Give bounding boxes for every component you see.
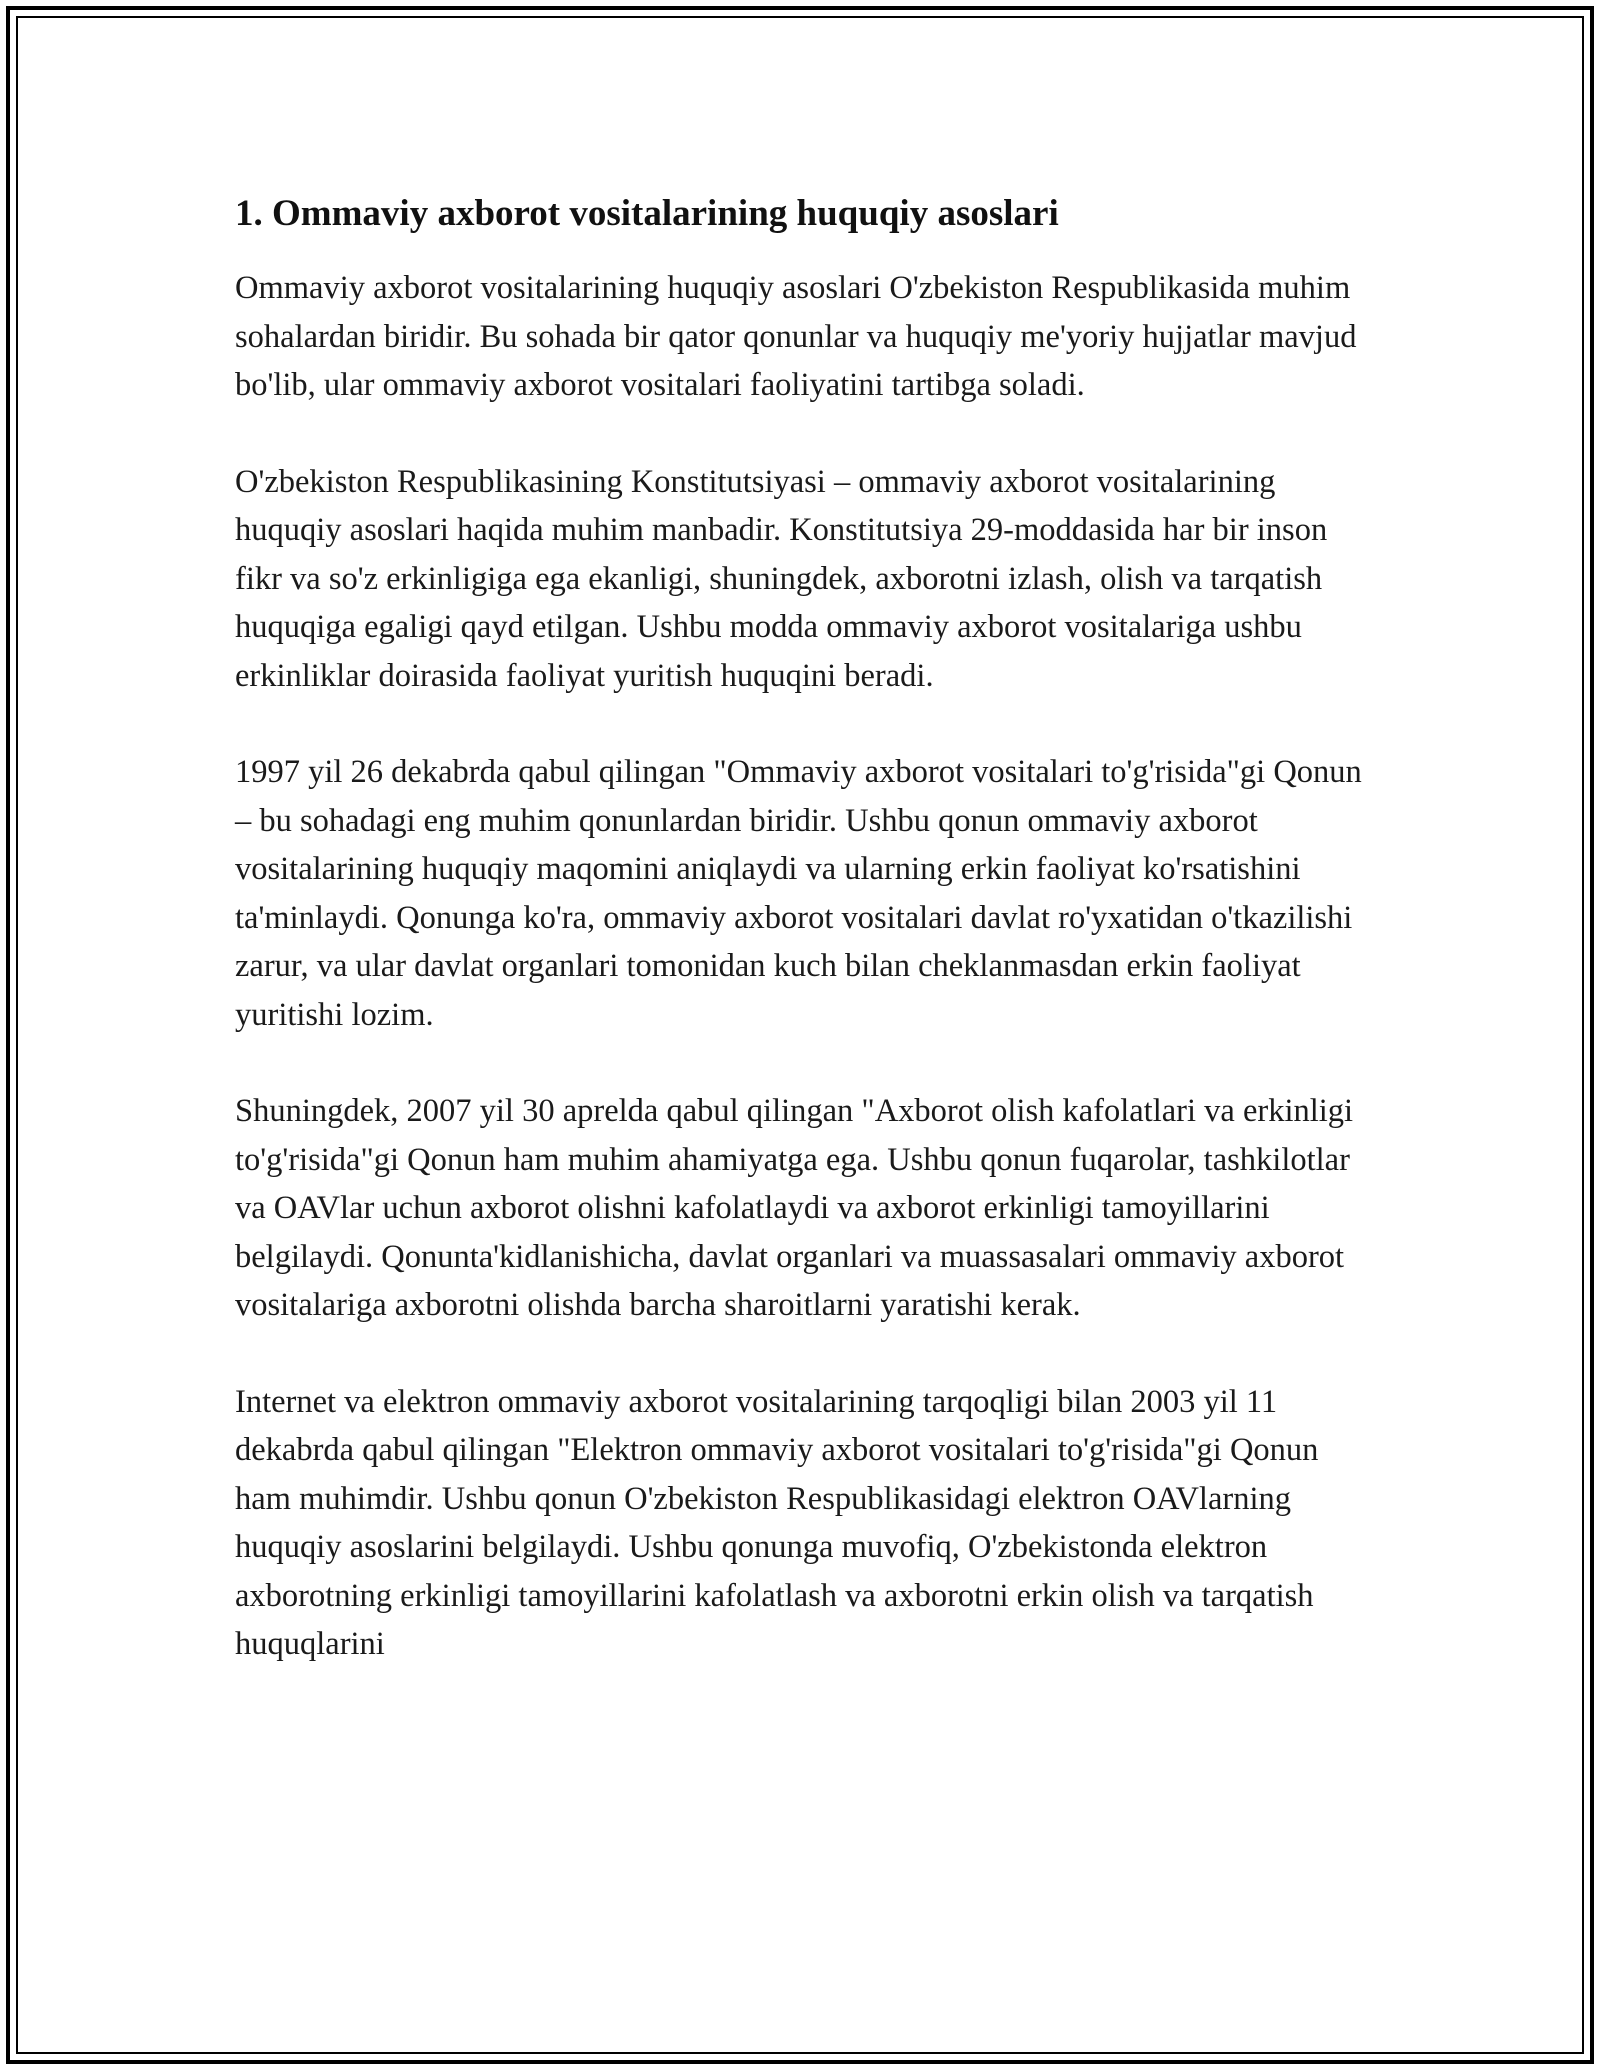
paragraph-information-law-2007: Shuningdek, 2007 yil 30 aprelda qabul qilingan "Axborot olish kafolatlari va erkinligi to'g'risida"gi Qonun ham muhim ahamiyatga ega. Ushbu qonun fuqarolar, tashkilotlar va OAVlar uchun axborot olishni kafolatlaydi va axborot erkinligi tamoyillarini belgilaydi. Qonunta'kidlanishicha, davlat organlari va muassasalari ommaviy axborot vositalariga axborotni olishda barcha sharoitlarni yaratishi kerak.	[235, 1093, 1354, 1323]
paragraph-electronic-media-law-2003: Internet va elektron ommaviy axborot vositalarining tarqoqligi bilan 2003 yil 11 dekabrda qabul qilingan "Elektron ommaviy axborot vositalari to'g'risida"gi Qonun ham muhimdir. Ushbu qonun O'zbekiston Respublikasidagi elektron OAVlarning huquqiy asoslarini belgilaydi. Ushbu qonunga muvofiq, O'zbekistonda elektron axborotning erkinligi tamoyillarini kafolatlash va axborotni erkin olish va tarqatish huquqlarini	[235, 1383, 1319, 1662]
paragraph-constitution: O'zbekiston Respublikasining Konstitutsiyasi – ommaviy axborot vositalarining huquqiy asoslari haqida muhim manbadir. Konstitutsiya 29-moddasida har bir inson fikr va so'z erkinligiga ega ekanligi, shuningdek, axborotni izlash, olish va tarqatish huquqiga egaligi qayd etilgan. Ushbu modda ommaviy axborot vositalariga ushbu erkinliklar doirasida faoliyat yuritish huquqini beradi.	[235, 463, 1328, 694]
document-body	[235, 186, 1375, 1669]
paragraph-intro: Ommaviy axborot vositalarining huquqiy asoslari O'zbekiston Respublikasida muhim sohalardan biridir. Bu sohada bir qator qonunlar va huquqiy me'yoriy hujjatlar mavjud bo'lib, ular ommaviy axborot vositalari faoliyatini tartibga soladi.	[235, 270, 1357, 403]
document-title: 1. Ommaviy axborot vositalarining huquqiy asoslari	[235, 193, 1059, 234]
paragraph-media-law-1997: 1997 yil 26 dekabrda qabul qilingan "Ommaviy axborot vositalari to'g'risida"gi Qonun – bu sohadagi eng muhim qonunlardan biridir. Ushbu qonun ommaviy axborot vositalarining huquqiy maqomini aniqlaydi va ularning erkin faoliyat ko'rsatishini ta'minlaydi. Qonunga ko'ra, ommaviy axborot vositalari davlat ro'yxatidan o'tkazilishi zarur, va ular davlat organlari tomonidan kuch bilan cheklanmasdan erkin faoliyat yuritishi lozim.	[235, 754, 1362, 1033]
